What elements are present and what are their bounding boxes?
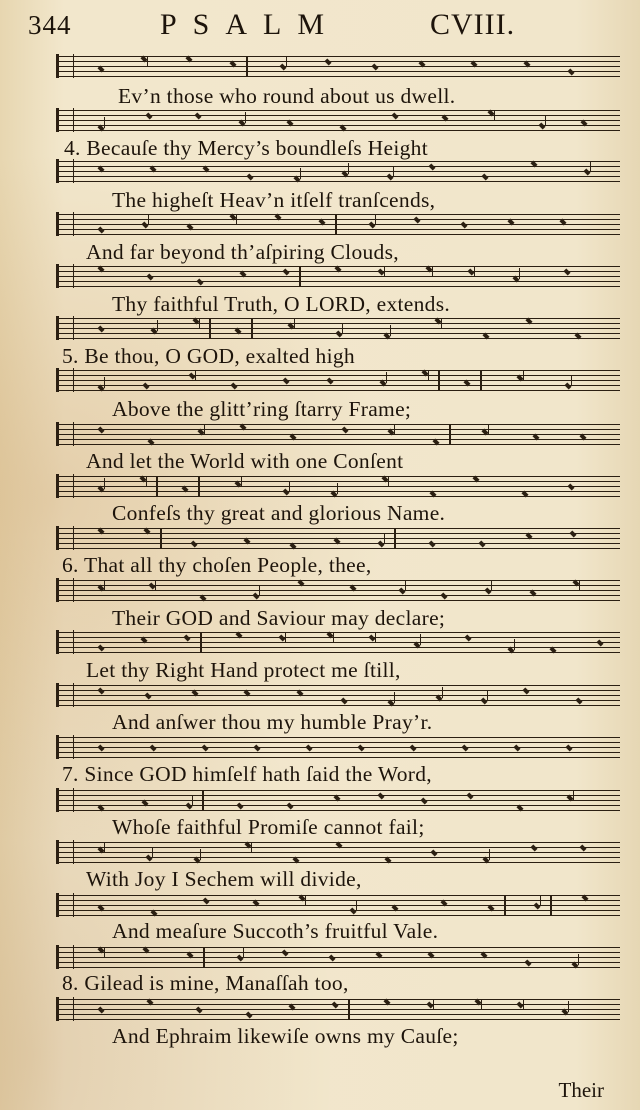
music-note	[428, 540, 435, 547]
music-note	[246, 173, 253, 180]
music-note	[413, 216, 420, 223]
music-note	[579, 844, 586, 851]
clef-mark	[56, 788, 74, 812]
note-stem	[386, 372, 387, 383]
note-stem	[104, 947, 105, 958]
clef-mark	[56, 264, 74, 288]
music-note	[97, 226, 104, 233]
note-stem	[195, 370, 196, 381]
bar-line	[156, 476, 158, 497]
music-note	[513, 744, 520, 751]
music-note	[97, 426, 104, 433]
bar-line	[251, 318, 253, 339]
page-header	[0, 4, 640, 42]
music-note	[575, 697, 582, 704]
lyric-line: Let thy Right Hand protect me ſtill,	[86, 658, 401, 682]
music-note	[596, 639, 603, 646]
music-staff	[58, 110, 620, 131]
music-note	[326, 377, 333, 384]
music-note	[567, 483, 574, 490]
music-staff	[58, 214, 620, 235]
note-stem	[155, 580, 156, 591]
lyric-line: Confeſs thy great and glorious Name.	[112, 501, 446, 525]
note-stem	[286, 56, 287, 67]
bar-line	[200, 632, 202, 653]
music-note	[97, 744, 104, 751]
music-note	[183, 634, 190, 641]
clef-mark	[56, 159, 74, 183]
lyric-line: And far beyond th’aſpiring Clouds,	[86, 240, 399, 264]
clef-mark	[56, 54, 74, 78]
note-stem	[199, 318, 200, 329]
note-stem	[300, 168, 301, 179]
note-stem	[579, 580, 580, 591]
psalm-number: CVIII.	[430, 8, 516, 41]
music-note	[371, 63, 378, 70]
note-stem	[146, 476, 147, 487]
bar-line	[504, 895, 506, 916]
note-stem	[204, 424, 205, 435]
note-stem	[590, 161, 591, 172]
music-staff	[58, 528, 620, 549]
note-stem	[148, 214, 149, 225]
clef-mark	[56, 683, 74, 707]
music-staff	[58, 476, 620, 497]
music-staff	[58, 161, 620, 182]
bar-line	[550, 895, 552, 916]
music-note	[145, 112, 152, 119]
music-note	[340, 697, 347, 704]
note-stem	[333, 632, 334, 643]
note-stem	[433, 999, 434, 1010]
note-stem	[578, 954, 579, 965]
music-note	[236, 802, 243, 809]
music-note	[565, 744, 572, 751]
running-title: PSALM	[160, 8, 341, 41]
lyric-line: With Joy I Sechem will divide,	[86, 867, 362, 891]
note-stem	[104, 580, 105, 591]
music-note	[202, 897, 209, 904]
clef-mark	[56, 997, 74, 1021]
music-note	[460, 221, 467, 228]
bar-line	[209, 318, 211, 339]
music-note	[524, 959, 531, 966]
music-note	[428, 163, 435, 170]
music-staff	[58, 580, 620, 601]
music-note	[357, 744, 364, 751]
note-stem	[514, 639, 515, 650]
note-stem	[236, 214, 237, 225]
music-note	[281, 949, 288, 956]
music-staff	[58, 790, 620, 811]
music-staff	[58, 56, 620, 77]
clef-mark	[56, 316, 74, 340]
music-note	[305, 744, 312, 751]
note-stem	[104, 377, 105, 388]
lyric-line: And meaſure Succoth’s fruitful Vale.	[112, 919, 439, 943]
music-note	[142, 382, 149, 389]
music-note	[481, 173, 488, 180]
music-staff	[58, 266, 620, 287]
music-note	[530, 844, 537, 851]
note-stem	[245, 112, 246, 123]
music-staff	[58, 370, 620, 391]
note-stem	[289, 481, 290, 492]
music-note	[194, 112, 201, 119]
note-stem	[545, 115, 546, 126]
music-note	[286, 802, 293, 809]
clef-mark	[56, 945, 74, 969]
music-note	[420, 797, 427, 804]
music-note	[195, 1006, 202, 1013]
note-stem	[428, 370, 429, 381]
lyric-line: 4. Becauſe thy Mercy’s boundleſs Height	[64, 136, 428, 160]
note-stem	[432, 266, 433, 277]
music-note	[97, 1006, 104, 1013]
music-note	[97, 644, 104, 651]
music-note	[97, 687, 104, 694]
catchword: Their	[558, 1078, 604, 1102]
music-staff	[58, 318, 620, 339]
note-stem	[388, 476, 389, 487]
bar-line	[394, 528, 396, 549]
lyric-line: Ev’n those who round about us dwell.	[118, 84, 456, 108]
music-note	[377, 792, 384, 799]
music-note	[328, 954, 335, 961]
music-note	[324, 58, 331, 65]
music-staff	[58, 842, 620, 863]
bar-line	[335, 214, 337, 235]
note-stem	[152, 847, 153, 858]
note-stem	[394, 424, 395, 435]
music-note	[569, 530, 576, 537]
music-staff	[58, 895, 620, 916]
bar-line	[203, 947, 205, 968]
note-stem	[523, 999, 524, 1010]
music-note	[567, 68, 574, 75]
bar-line	[246, 56, 248, 77]
music-note	[230, 382, 237, 389]
note-stem	[384, 266, 385, 277]
music-staff	[58, 685, 620, 706]
note-stem	[104, 478, 105, 489]
music-note	[190, 540, 197, 547]
note-stem	[481, 999, 482, 1010]
note-stem	[393, 166, 394, 177]
music-note	[97, 325, 104, 332]
note-stem	[488, 424, 489, 435]
clef-mark	[56, 578, 74, 602]
note-stem	[285, 632, 286, 643]
clef-mark	[56, 526, 74, 550]
music-staff	[58, 947, 620, 968]
note-stem	[251, 842, 252, 853]
note-stem	[104, 842, 105, 853]
bar-line	[202, 790, 204, 811]
bar-line	[449, 424, 451, 445]
note-stem	[348, 163, 349, 174]
music-note	[563, 268, 570, 275]
music-note	[341, 426, 348, 433]
lyric-line: And Ephraim likewiſe owns my Cauſe;	[112, 1024, 459, 1048]
music-note	[466, 792, 473, 799]
clef-mark	[56, 368, 74, 392]
bar-line	[160, 528, 162, 549]
music-note	[146, 273, 153, 280]
note-stem	[519, 268, 520, 279]
lyric-line: 8. Gilead is mine, Manaſſah too,	[62, 971, 349, 995]
note-stem	[384, 533, 385, 544]
clef-mark	[56, 735, 74, 759]
lyric-line: 6. That all thy choſen People, thee,	[62, 553, 372, 577]
lyric-line: 7. Since GOD himſelf hath ſaid the Word,	[62, 762, 432, 786]
music-note	[282, 268, 289, 275]
note-stem	[200, 849, 201, 860]
music-note	[196, 278, 203, 285]
note-stem	[342, 323, 343, 334]
note-stem	[568, 1001, 569, 1012]
music-staff	[58, 737, 620, 758]
bar-line	[198, 476, 200, 497]
note-stem	[375, 214, 376, 225]
note-stem	[491, 580, 492, 591]
note-stem	[157, 320, 158, 331]
bar-line	[348, 999, 350, 1020]
page-number: 344	[28, 10, 72, 40]
lyric-line: Their GOD and Saviour may declare;	[112, 606, 446, 630]
clef-mark	[56, 893, 74, 917]
lyric-line: The higheſt Heav’n itſelf tranſcends,	[112, 188, 436, 212]
music-staff	[58, 424, 620, 445]
note-stem	[337, 483, 338, 494]
music-note	[144, 692, 151, 699]
clef-mark	[56, 474, 74, 498]
music-note	[282, 377, 289, 384]
note-stem	[442, 687, 443, 698]
lyric-line: And let the World with one Conſent	[86, 449, 404, 473]
music-note	[464, 634, 471, 641]
note-stem	[241, 476, 242, 487]
lyric-line: Whoſe faithful Promiſe cannot fail;	[112, 815, 425, 839]
music-note	[522, 687, 529, 694]
note-stem	[259, 585, 260, 596]
clef-mark	[56, 212, 74, 236]
music-note	[331, 1001, 338, 1008]
note-stem	[305, 895, 306, 906]
note-stem	[474, 266, 475, 277]
music-staff	[58, 632, 620, 653]
music-note	[478, 540, 485, 547]
music-note	[391, 112, 398, 119]
music-staff	[58, 999, 620, 1020]
note-stem	[573, 790, 574, 801]
clef-mark	[56, 108, 74, 132]
music-note	[201, 744, 208, 751]
clef-mark	[56, 422, 74, 446]
note-stem	[523, 370, 524, 381]
bar-line	[438, 370, 440, 391]
lyric-line: And anſwer thou my humble Pray’r.	[112, 710, 433, 734]
lyric-line: Above the glitt’ring ſtarry Frame;	[112, 397, 412, 421]
note-stem	[356, 900, 357, 911]
lyric-line: Thy faithful Truth, O LORD, extends.	[112, 292, 451, 316]
clef-mark	[56, 630, 74, 654]
music-note	[440, 592, 447, 599]
bar-line	[480, 370, 482, 391]
note-stem	[489, 849, 490, 860]
note-stem	[147, 56, 148, 67]
note-stem	[192, 795, 193, 806]
note-stem	[294, 318, 295, 329]
music-note	[149, 744, 156, 751]
music-note	[461, 744, 468, 751]
music-note	[253, 744, 260, 751]
note-stem	[394, 692, 395, 703]
note-stem	[571, 375, 572, 386]
note-stem	[487, 690, 488, 701]
note-stem	[494, 110, 495, 121]
clef-mark	[56, 840, 74, 864]
music-note	[430, 849, 437, 856]
note-stem	[441, 318, 442, 329]
note-stem	[540, 895, 541, 906]
lyric-line: 5. Be thou, O GOD, exalted high	[62, 344, 355, 368]
note-stem	[390, 325, 391, 336]
bar-line	[299, 266, 301, 287]
note-stem	[104, 117, 105, 128]
note-stem	[405, 580, 406, 591]
note-stem	[375, 632, 376, 643]
note-stem	[243, 947, 244, 958]
music-note	[245, 1011, 252, 1018]
music-note	[409, 744, 416, 751]
note-stem	[420, 634, 421, 645]
